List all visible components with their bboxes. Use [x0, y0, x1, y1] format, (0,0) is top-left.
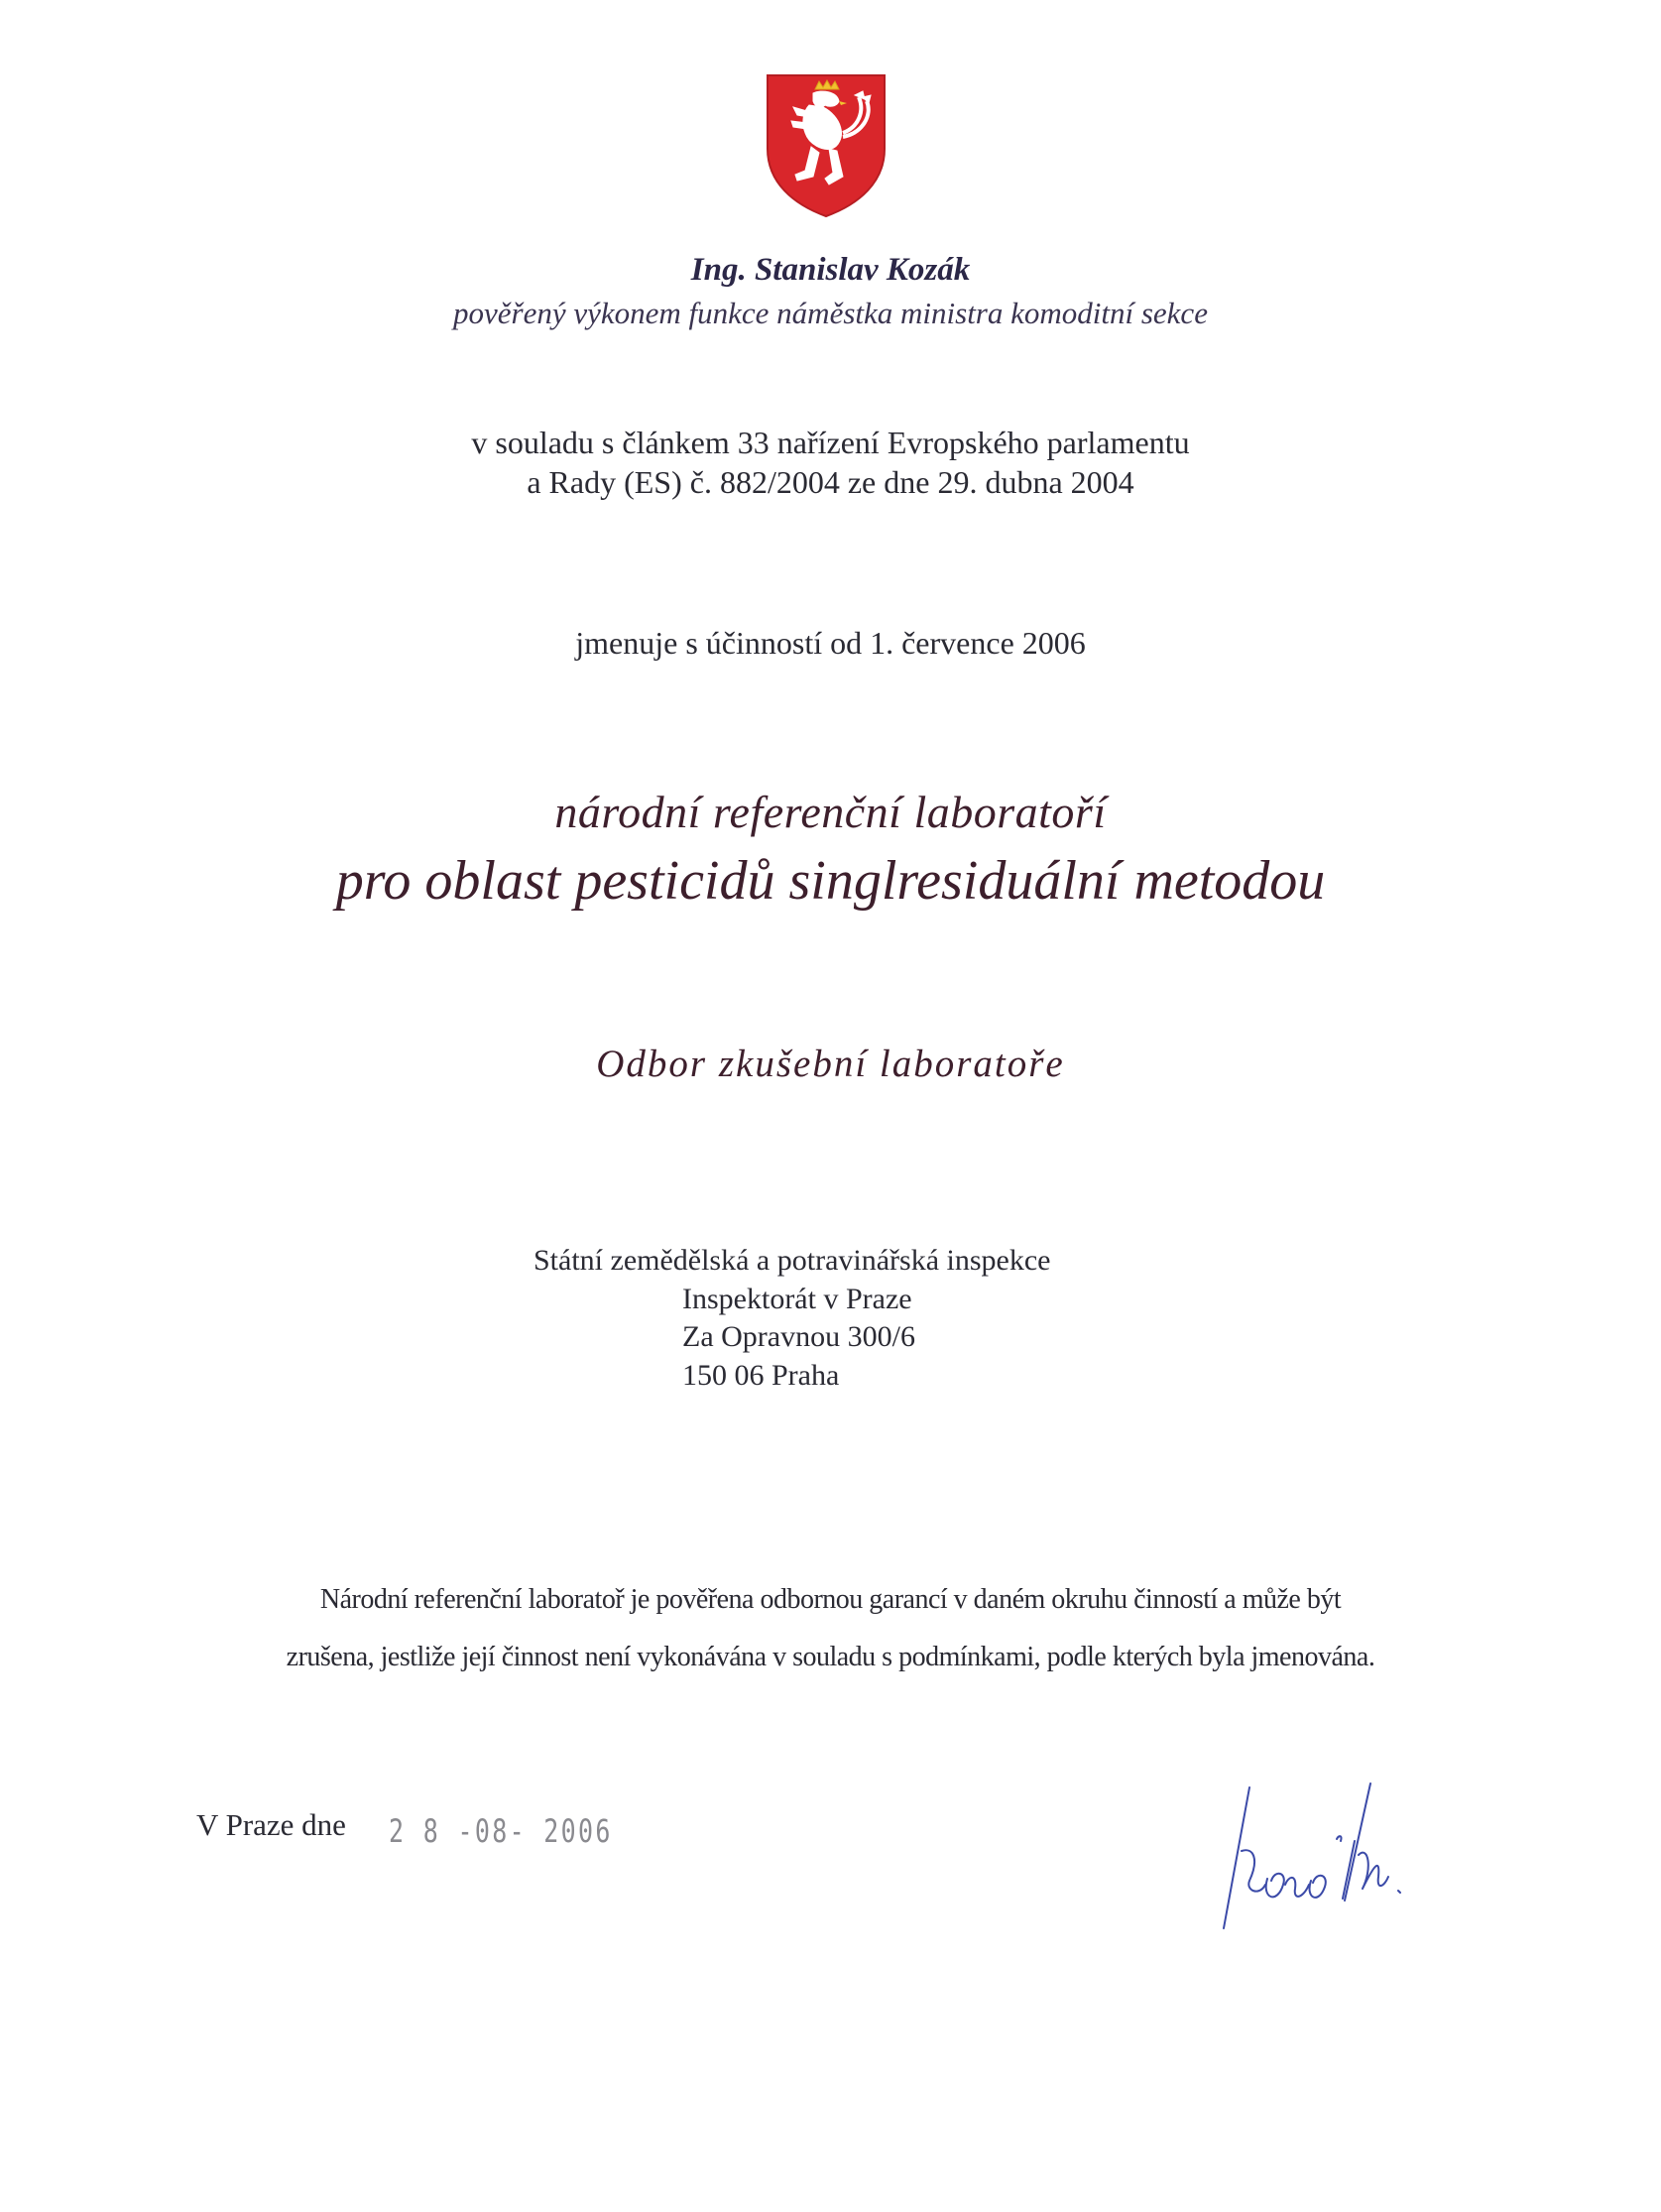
legal-basis-line-1: v souladu s článkem 33 nařízení Evropského parlamentu	[471, 425, 1190, 460]
coat-of-arms-icon	[764, 71, 889, 218]
signature-icon	[1220, 1782, 1438, 1930]
designation-title-line-2: pro oblast pesticidů singlresiduální metodou	[335, 850, 1326, 912]
address-street: Za Opravnou 300/6	[682, 1320, 915, 1353]
place-label: V Praze dne	[196, 1807, 346, 1842]
legal-basis-line-2: a Rady (ES) č. 882/2004 ze dne 29. dubna 2004	[527, 464, 1134, 500]
address-office: Inspektorát v Praze	[682, 1283, 912, 1315]
stamped-date: 2 8 -08- 2006	[389, 1812, 613, 1850]
designation-title-line-1: národní referenční laboratoří	[554, 787, 1107, 837]
note-line-2: zrušena, jestliže její činnost není vykonávána v souladu s podmínkami, podle kterých byla jmenována.	[286, 1642, 1375, 1672]
address-organization: Státní zemědělská a potravinářská inspekce	[534, 1244, 1051, 1277]
appointment-statement: jmenuje s účinností od 1. července 2006	[575, 625, 1086, 661]
department-name: Odbor zkušební laboratoře	[596, 1043, 1065, 1085]
official-role: pověřený výkonem funkce náměstka ministra komoditní sekce	[453, 296, 1208, 330]
address-city: 150 06 Praha	[682, 1359, 840, 1392]
official-name: Ing. Stanislav Kozák	[690, 252, 971, 288]
note-line-1: Národní referenční laboratoř je pověřena odbornou garancí v daném okruhu činností a může být	[319, 1584, 1342, 1615]
